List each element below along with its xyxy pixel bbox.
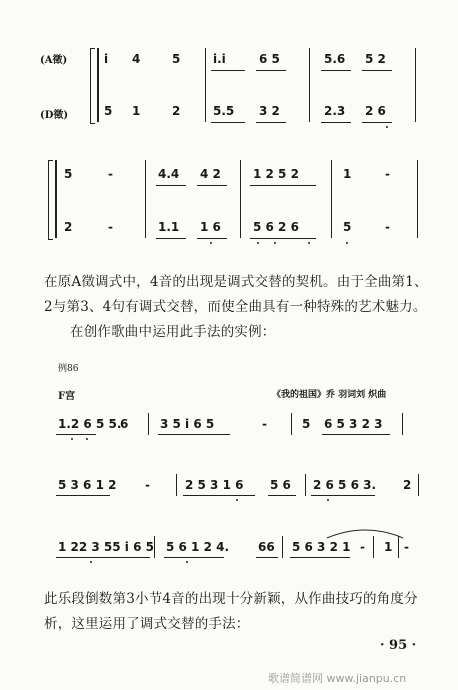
note: 2.3 (324, 104, 346, 118)
note: - (360, 540, 365, 554)
note: 66 (258, 540, 275, 554)
note: 2 6 5 6 3. (313, 478, 377, 492)
underline (362, 122, 392, 123)
paragraph-line: 析，这里运用了调式交替的手法： (44, 616, 250, 632)
barline (417, 160, 418, 238)
underline (56, 495, 110, 496)
barline (398, 536, 399, 558)
note: 2 6 (365, 104, 386, 118)
underline (256, 557, 278, 558)
underline (268, 495, 296, 496)
key-signature: F宫 (58, 391, 76, 402)
underline (183, 495, 255, 496)
note: 1 (343, 167, 352, 181)
watermark: 歌谱简谱网 www.jianpu.cn (268, 672, 407, 685)
note: 1 (384, 540, 393, 554)
note: 1 22 3 55 i 6 5 (58, 540, 154, 554)
barline (309, 48, 310, 122)
note: 1 2 5 2 (253, 167, 299, 181)
paragraph-line: 在创作歌曲中运用此手法的实例： (70, 324, 276, 340)
underline (321, 122, 351, 123)
system-bracket (90, 48, 95, 124)
note: - (145, 478, 150, 492)
barline (97, 48, 99, 122)
note: 1 (132, 104, 141, 118)
underline (56, 434, 96, 435)
note: 2 (403, 478, 412, 492)
note: 6 5 3 2 3 (324, 417, 383, 431)
barline (145, 160, 146, 238)
paragraph-line: 在原A徵调式中，4音的出现是调式交替的契机。由于全曲第1、 (44, 274, 428, 290)
octave-dot (386, 126, 388, 128)
underline (164, 557, 224, 558)
barline (373, 536, 374, 558)
note: 2 (64, 220, 73, 234)
barline (282, 536, 283, 558)
underline (197, 238, 227, 239)
underline (197, 185, 227, 186)
note: i (104, 52, 109, 66)
key-label-d: (D徵) (40, 110, 69, 121)
note: 5 6 2 6 (253, 220, 299, 234)
octave-dot (308, 242, 310, 244)
barline (305, 474, 306, 496)
note: 5.5 (213, 104, 235, 118)
note: 5 6 1 2 4. (166, 540, 230, 554)
note: - (108, 167, 113, 181)
note: 5 2 (365, 52, 386, 66)
note: 5 6 (270, 478, 291, 492)
note: 5 (104, 104, 113, 118)
note: - (404, 540, 409, 554)
barline (418, 474, 419, 496)
example-number: 例86 (58, 364, 79, 374)
barline (176, 474, 177, 496)
octave-dot (210, 242, 212, 244)
barline (415, 48, 416, 122)
note: 5 3 6 1 2 (58, 478, 117, 492)
octave-dot (236, 499, 238, 501)
note: 5 (172, 52, 181, 66)
underline (256, 70, 286, 71)
note: - (108, 220, 113, 234)
slur-mark (325, 526, 405, 540)
underline (250, 238, 316, 239)
underline (311, 495, 375, 496)
system-bracket (48, 160, 53, 240)
octave-dot (186, 561, 188, 563)
note: 4 2 (200, 167, 221, 181)
underline (290, 557, 350, 558)
underline (156, 185, 186, 186)
note: 1 6 (200, 220, 221, 234)
underline (211, 70, 245, 71)
underline (211, 122, 245, 123)
note: i.i (213, 52, 226, 66)
barline (291, 413, 292, 435)
underline (321, 70, 351, 71)
note: 6 (120, 417, 129, 431)
note: 4.4 (158, 167, 180, 181)
note: 2 5 3 1 6 (185, 478, 244, 492)
octave-dot (257, 242, 259, 244)
barline (148, 413, 149, 435)
octave-dot (346, 242, 348, 244)
barline (402, 413, 403, 435)
note: - (262, 417, 267, 431)
note: - (385, 167, 390, 181)
barline (55, 160, 57, 238)
underline (156, 238, 186, 239)
underline (362, 70, 392, 71)
note: 4 (132, 52, 141, 66)
octave-dot (90, 561, 92, 563)
octave-dot (274, 242, 276, 244)
octave-dot (71, 438, 73, 440)
song-credit: 《我的祖国》乔 羽词刘 炽曲 (272, 390, 387, 400)
note: 6 5 (259, 52, 280, 66)
underline (250, 185, 316, 186)
paragraph-line: 2与第3、4句有调式交替，而使全曲具有一种特殊的艺术魅力。 (44, 299, 427, 315)
barline (331, 160, 332, 238)
underline (158, 434, 230, 435)
note: 3 2 (259, 104, 280, 118)
underline (322, 434, 390, 435)
paragraph-line: 此乐段倒数第3小节4音的出现十分新颖，从作曲技巧的角度分 (44, 591, 418, 607)
underline (256, 122, 286, 123)
note: 5 6 3 2 1 (292, 540, 351, 554)
note: 1.1 (158, 220, 180, 234)
page-number: · 95 · (380, 638, 417, 653)
note: 5 (64, 167, 73, 181)
note: 5.6 (324, 52, 346, 66)
barline (205, 48, 206, 122)
note: 5 (343, 220, 352, 234)
octave-dot (327, 499, 329, 501)
key-label-a: (A徵) (40, 55, 68, 66)
barline (240, 160, 241, 238)
underline (56, 557, 150, 558)
note: 2 (172, 104, 181, 118)
note: 1.2 6 5 5. (58, 417, 122, 431)
note: - (385, 220, 390, 234)
barline (154, 536, 155, 558)
note: 5 (302, 417, 311, 431)
note: 3 5 i 6 5 (160, 417, 215, 431)
octave-dot (86, 438, 88, 440)
